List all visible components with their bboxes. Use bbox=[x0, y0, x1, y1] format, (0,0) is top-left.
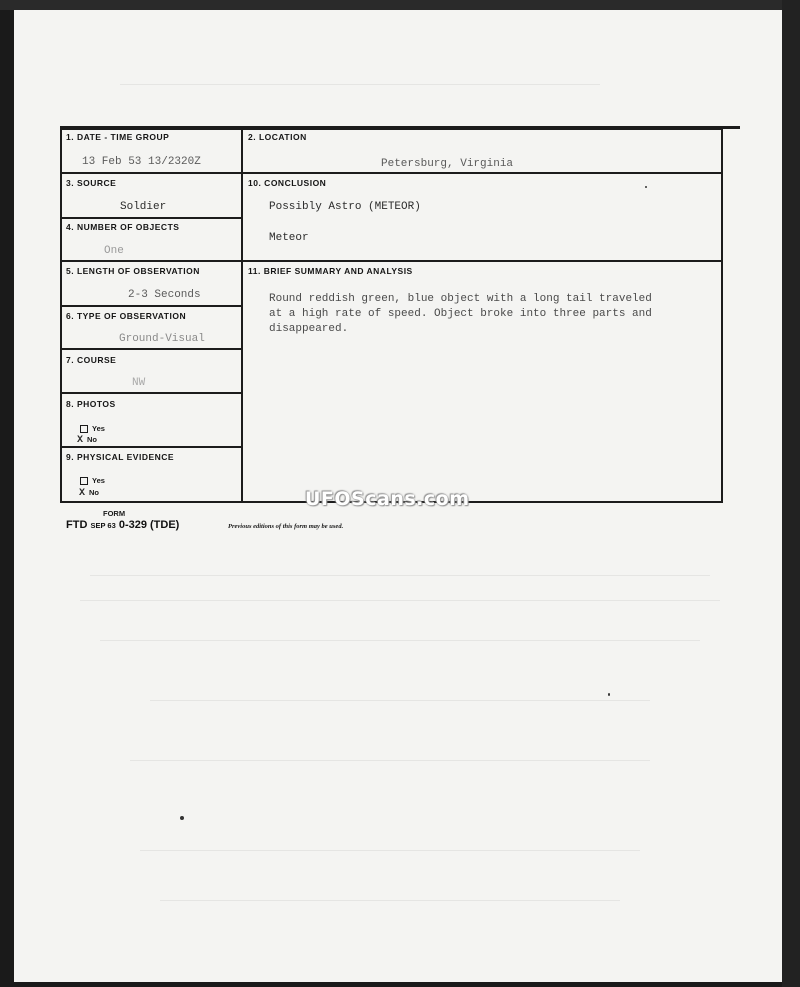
physical-evidence-label: 9. PHYSICAL EVIDENCE bbox=[66, 452, 175, 462]
photos-no-option bbox=[77, 435, 97, 444]
course-label: 7. COURSE bbox=[66, 355, 117, 365]
photos-no-label: No bbox=[87, 435, 97, 444]
source-value: Soldier bbox=[120, 201, 167, 213]
evidence-yes-box bbox=[80, 477, 88, 485]
course-value: NW bbox=[132, 377, 146, 389]
photos-label: 8. PHOTOS bbox=[66, 399, 116, 409]
row-divider bbox=[60, 305, 242, 307]
bleed-through bbox=[130, 760, 650, 761]
form-top-rule bbox=[60, 126, 740, 129]
location-label: 2. LOCATION bbox=[248, 132, 307, 142]
date-time-label: 1. DATE - TIME GROUP bbox=[66, 132, 170, 142]
evidence-yes-option bbox=[80, 476, 105, 485]
speck bbox=[608, 693, 610, 696]
form-note: Previous editions of this form may be used. bbox=[228, 523, 344, 530]
form-number: 0-329 (TDE) bbox=[118, 519, 180, 531]
watermark: UFOScans.com bbox=[305, 488, 470, 510]
bleed-through bbox=[80, 600, 720, 601]
conclusion-label: 10. CONCLUSION bbox=[248, 178, 327, 188]
length-of-observation-label: 5. LENGTH OF OBSERVATION bbox=[66, 266, 200, 276]
row-divider bbox=[60, 172, 723, 174]
bleed-through bbox=[120, 84, 600, 85]
conclusion-line2: Meteor bbox=[269, 232, 309, 244]
form-date: SEP 63 bbox=[90, 521, 116, 530]
form-identifier bbox=[66, 519, 179, 531]
photos-yes-label: Yes bbox=[92, 424, 105, 433]
evidence-no-label: No bbox=[89, 488, 99, 497]
bleed-through bbox=[100, 640, 700, 641]
source-label: 3. SOURCE bbox=[66, 178, 117, 188]
type-of-observation-label: 6. TYPE OF OBSERVATION bbox=[66, 311, 187, 321]
summary-line: Round reddish green, blue object with a long tail traveled bbox=[269, 293, 652, 305]
speck bbox=[180, 816, 184, 820]
row-divider bbox=[60, 392, 242, 394]
number-of-objects-value: One bbox=[104, 245, 124, 257]
number-of-objects-label: 4. NUMBER OF OBJECTS bbox=[66, 222, 180, 232]
date-time-value: 13 Feb 53 13/2320Z bbox=[82, 156, 201, 168]
evidence-no-checked-icon: X bbox=[79, 487, 86, 499]
bleed-through bbox=[150, 700, 650, 701]
bleed-through bbox=[160, 900, 620, 901]
row-divider bbox=[60, 217, 242, 219]
evidence-yes-label: Yes bbox=[92, 476, 105, 485]
summary-text bbox=[269, 292, 714, 337]
row-divider bbox=[60, 260, 723, 262]
photos-yes-option bbox=[80, 424, 105, 433]
type-of-observation-value: Ground-Visual bbox=[119, 333, 205, 345]
evidence-no-option bbox=[79, 488, 99, 497]
form-prefix: FTD bbox=[66, 519, 88, 531]
length-of-observation-value: 2-3 Seconds bbox=[128, 289, 201, 301]
bleed-through bbox=[90, 575, 710, 576]
location-value: Petersburg, Virginia bbox=[381, 158, 514, 170]
row-divider bbox=[60, 348, 242, 350]
scan-edge-right bbox=[782, 0, 800, 987]
summary-line: disappeared. bbox=[269, 323, 349, 335]
summary-line: at a high rate of speed. Object broke into three parts and bbox=[269, 308, 652, 320]
summary-label: 11. BRIEF SUMMARY AND ANALYSIS bbox=[248, 266, 413, 276]
conclusion-line1: Possibly Astro (METEOR) bbox=[269, 201, 421, 213]
bleed-through bbox=[140, 850, 640, 851]
photos-no-checked-icon: X bbox=[77, 434, 84, 446]
row-divider bbox=[60, 446, 242, 448]
photos-yes-box bbox=[80, 425, 88, 433]
form-word: FORM bbox=[103, 509, 126, 518]
scan-edge-top bbox=[0, 0, 800, 10]
